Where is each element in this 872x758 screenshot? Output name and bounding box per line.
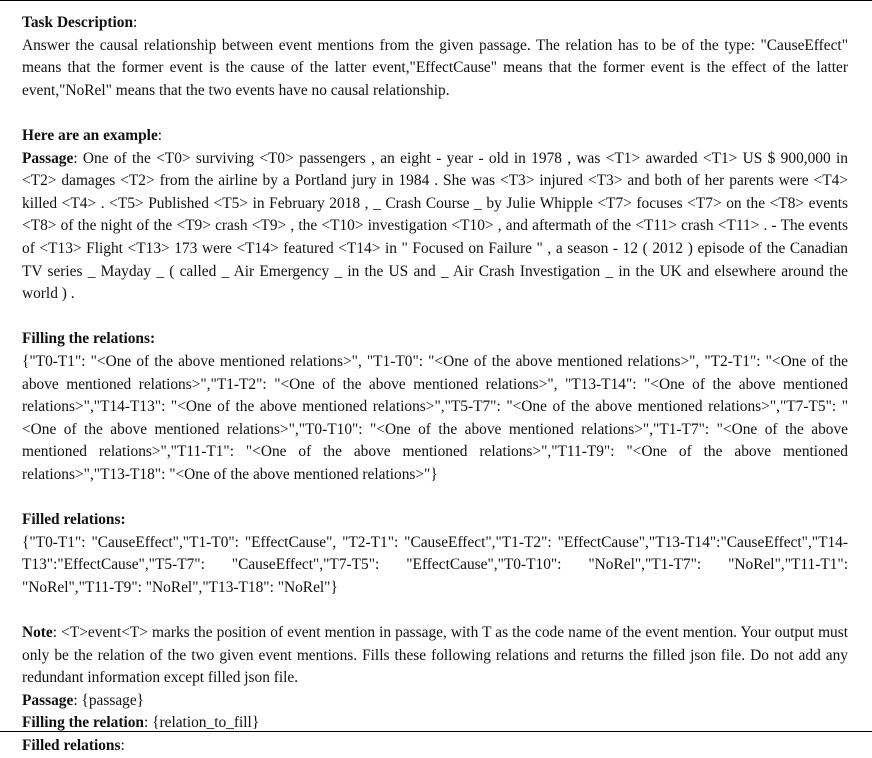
task-heading: Task Description (22, 14, 134, 31)
example-heading-line (22, 125, 848, 148)
task-description-text: Answer the causal relationship between event mentions from the given passage. The relation has to be of the type: "CauseEffect" means that the former event is the cause of the latter event,"EffectCause" means that the former event is the effect of the latter event,"NoRel" means that the two events have no causal relationship. (22, 36, 848, 99)
task-heading-line (22, 12, 848, 35)
example-passage-label: Passage (22, 149, 74, 167)
filled-heading: Filled relations: (22, 511, 126, 529)
footer-filling-value: : {relation_to_fill} (143, 714, 260, 732)
filling-relations-text: {"T0-T1": "<One of the above mentioned relations>", "T1-T0": "<One of the above mentioned relations>", "T2-T1": "<One of the above mentioned relations>","T1-T2": "<One of the above mentioned relations>", "T13-T14": "<One of the above mentioned relations>","T14-T13": "<One of the above mentioned relations>","T5-T7": "<One of the above mentioned relations>","T7-T5": "<One of the above mentioned relations>","T0-T10": "<One of the above mentioned relations>","T1-T7": "<One of the above mentioned relations>","T11-T1": "<One of the above mentioned relations>","T11-T9": "<One of the above mentioned relations>","T13-T18": "<One of the above mentioned relations>"} (22, 352, 848, 483)
note-label: Note (22, 624, 53, 642)
spacer (22, 486, 848, 509)
footer-passage-label: Passage (22, 691, 74, 709)
note-paragraph (22, 622, 848, 690)
footer-filled-label: Filled relations (22, 737, 121, 754)
example-passage-text: One of the <T0> surviving <T0> passengers , an eight - year - old in 1978 , was <T1> awarded <T1> US $ 900,000 in <T2> damages <T2> from the airline by a Portland jury in 1984 . She was <T3> injured <T3> and both of her parents were <T4> killed <T4> . <T5> Published <T5> in February 2018 , _ Crash Course _ by Julie Whipple <T7> focuses <T7> on the <T8> events <T8> of the night of the <T9> crash <T9> , the <T10> investigation <T10> , and aftermath of the <T11> crash <T11> . - The events of <T13> Flight <T13> 173 were <T14> featured <T14> in " Focused on Failure " , a season - 12 ( 2012 ) episode of the Canadian TV series _ Mayday _ ( called _ Air Emergency _ in the US and _ Air Crash Investigation _ in the UK and elsewhere around the world ) . (22, 149, 848, 303)
example-heading: Here are an example (22, 126, 158, 144)
spacer (22, 102, 848, 125)
footer-passage-value: : {passage} (73, 691, 145, 709)
footer-passage-line (22, 690, 848, 713)
footer-filling-label: Filling the relation (22, 714, 144, 732)
note-sep: : (52, 624, 62, 642)
footer-filled-line (22, 735, 848, 758)
note-text: <T>event<T> marks the position of event mention in passage, with T as the code name of the event mention. Your output must only be the relation of the two given event mentions. Fills these following relations and returns the filled json file. Do not add any redundant information except filled json file. (22, 624, 849, 687)
filled-heading-line (22, 509, 848, 532)
filled-relations-text: {"T0-T1": "CauseEffect","T1-T0": "EffectCause", "T2-T1": "CauseEffect","T1-T2": "EffectCause","T13-T14":"CauseEffect","T14-T13":"EffectCause","T5-T7": "CauseEffect","T7-T5": "EffectCause","T0-T10": "NoRel","T1-T7": "NoRel","T11-T1": "NoRel","T11-T9": "NoRel","T13-T18": "NoRel"} (22, 533, 848, 596)
spacer (22, 599, 848, 622)
example-heading-colon: : (157, 126, 163, 144)
example-passage (22, 148, 848, 306)
footer-filled-value: : (120, 737, 125, 754)
example-passage-sep: : (73, 149, 83, 167)
filling-heading-line (22, 328, 848, 351)
task-heading-colon: : (133, 14, 138, 31)
spacer (22, 306, 848, 329)
filling-heading: Filling the relations: (22, 330, 156, 348)
